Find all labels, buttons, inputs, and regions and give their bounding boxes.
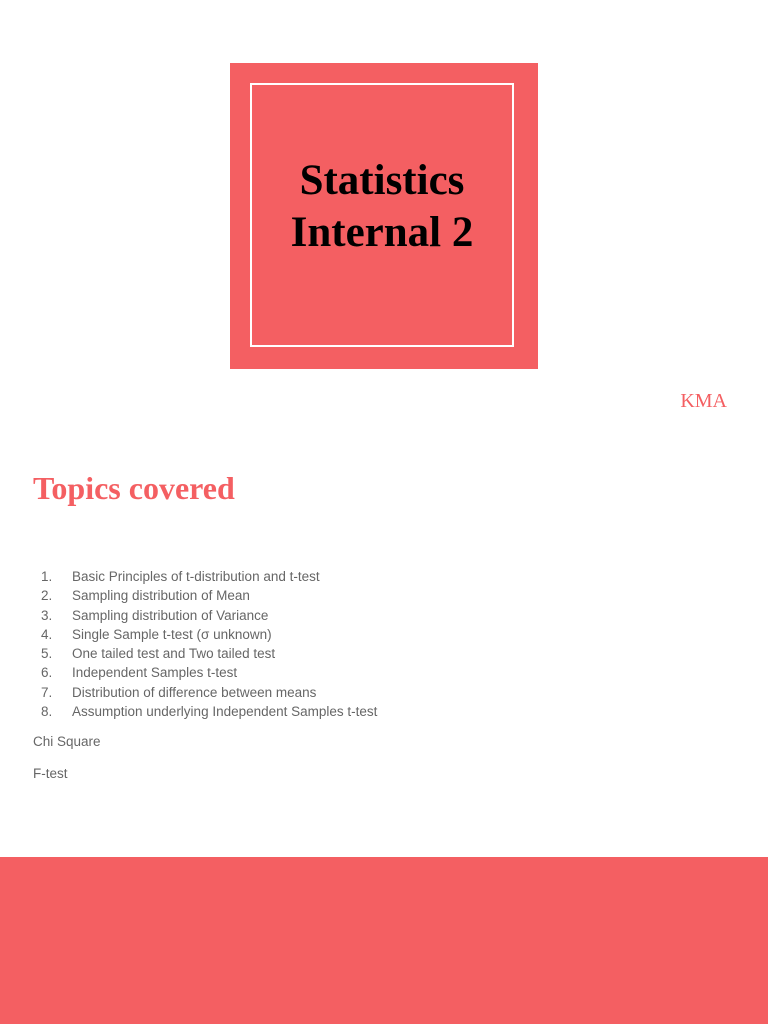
cover-frame: [250, 83, 514, 347]
topic-number: 6.: [41, 665, 53, 681]
topic-number: 8.: [41, 704, 53, 720]
section-heading: Topics covered: [33, 470, 235, 506]
author-label: KMA: [680, 390, 727, 412]
topic-text: Assumption underlying Independent Samples t-test: [72, 704, 378, 720]
list-item: [33, 606, 377, 625]
topic-chi-square: Chi Square: [33, 734, 101, 749]
list-item: [33, 567, 377, 586]
cover-title-line1: Statistics: [299, 157, 465, 204]
list-item: [33, 702, 377, 721]
topic-number: 4.: [41, 626, 53, 642]
topic-f-test: F-test: [33, 766, 68, 781]
list-item: [33, 625, 377, 644]
topic-list: [33, 567, 377, 721]
topic-number: 3.: [41, 607, 53, 623]
topic-text: Distribution of difference between means: [72, 684, 317, 700]
topic-number: 5.: [41, 646, 53, 662]
topic-text: One tailed test and Two tailed test: [72, 646, 276, 662]
list-item: [33, 683, 377, 702]
footer-band: [0, 857, 768, 1024]
cover-title-line2: Internal 2: [290, 209, 474, 256]
topic-text: Sampling distribution of Mean: [72, 588, 250, 604]
topic-number: 2.: [41, 588, 53, 604]
topic-text: Single Sample t-test (σ unknown): [72, 626, 272, 642]
topic-text: Independent Samples t-test: [72, 665, 238, 681]
topic-text: Basic Principles of t-distribution and t-test: [72, 569, 320, 584]
topic-text: Sampling distribution of Variance: [72, 607, 269, 623]
topic-number: 1.: [41, 569, 53, 584]
list-item: [33, 644, 377, 663]
cover-box: [230, 63, 538, 369]
topic-number: 7.: [41, 684, 53, 700]
list-item: [33, 586, 377, 605]
list-item: [33, 663, 377, 682]
